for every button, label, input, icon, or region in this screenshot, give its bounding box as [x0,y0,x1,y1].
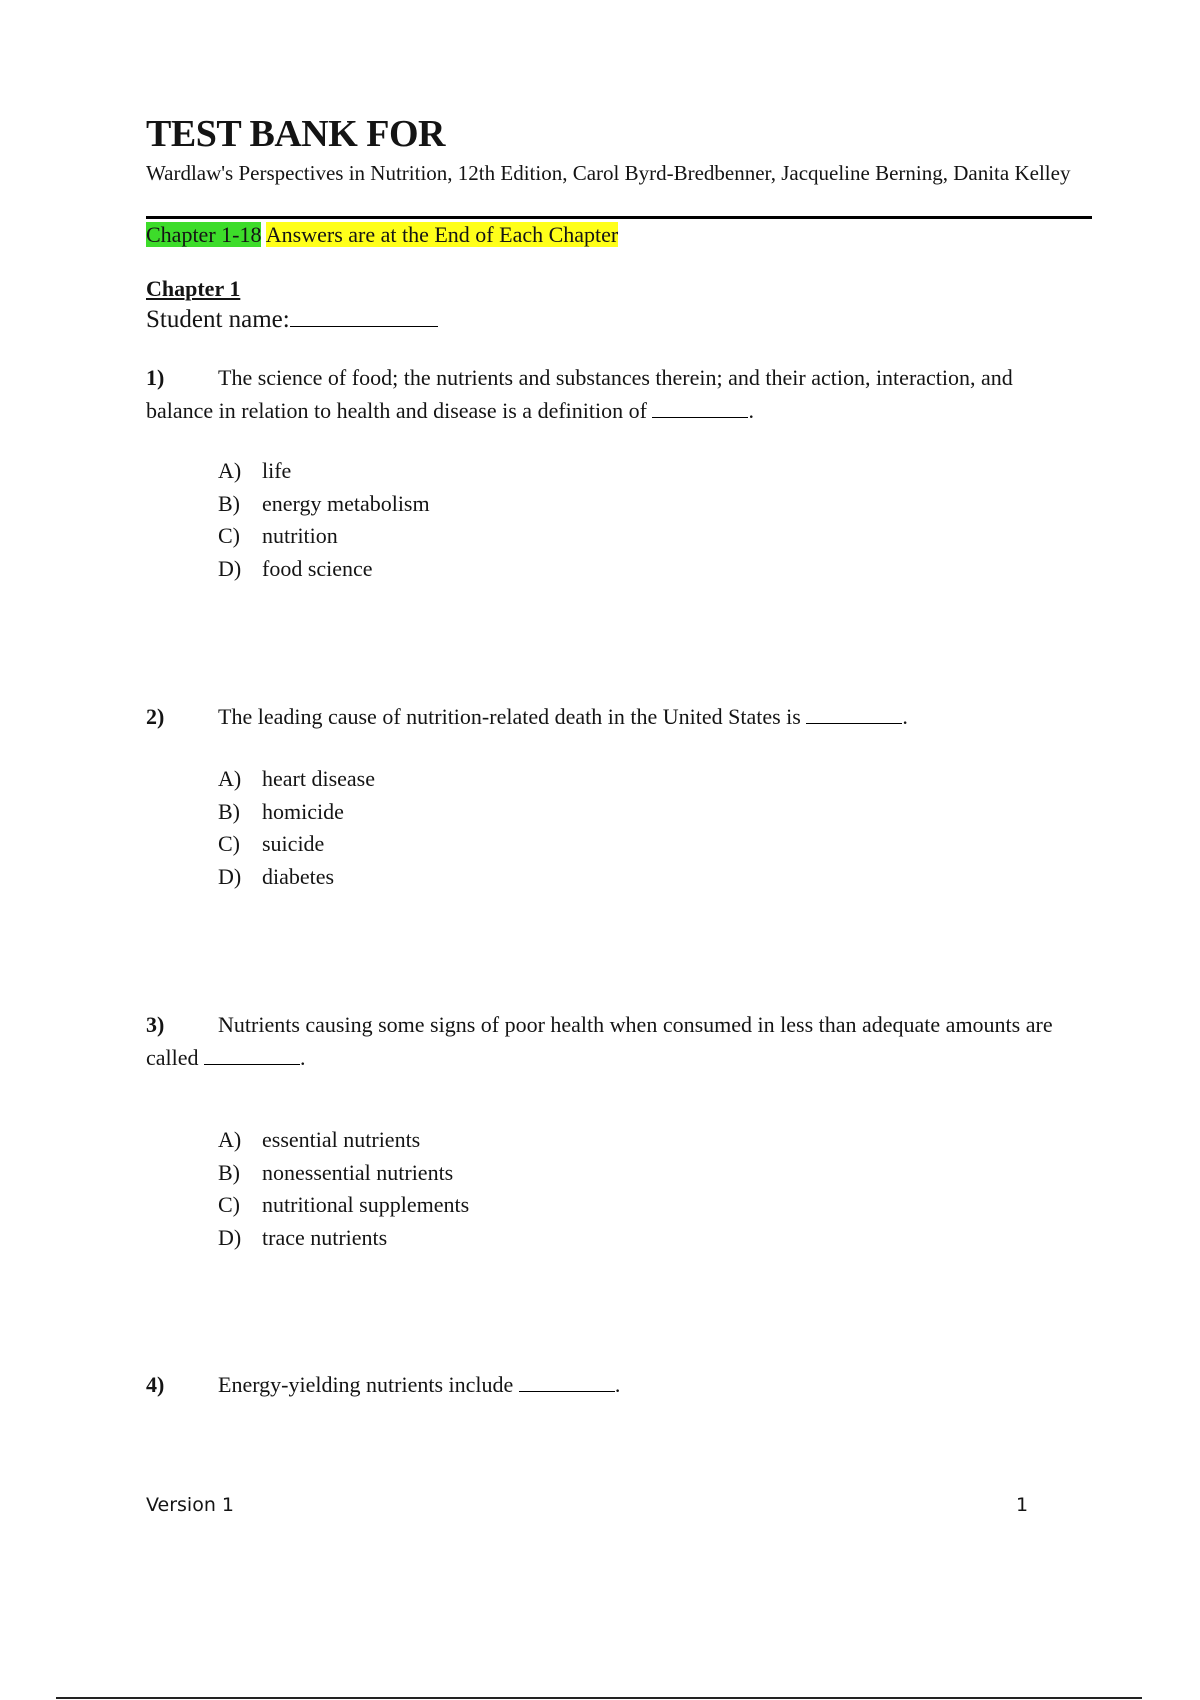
option-letter: C) [218,831,240,856]
option-text: trace nutrients [262,1224,388,1250]
option [218,796,375,829]
option [218,861,375,894]
footer-version: Version 1 [146,1494,234,1516]
question-3 [146,1008,1066,1074]
student-name-label: Student name: [146,306,290,333]
header-divider [146,216,1092,219]
question-number: 2) [146,704,165,729]
option-text: essential nutrients [262,1127,421,1152]
question-text-end: . [902,704,908,729]
answer-blank [519,1373,615,1392]
answer-blank [806,705,902,724]
page-bottom-divider [56,1697,1142,1699]
answers-note-highlight: Answers are at the End of Each Chapter [265,222,619,247]
question-1-options [218,455,430,585]
question-text: The leading cause of nutrition-related death in the United States is [218,704,807,729]
question-text-end: . [614,1372,621,1397]
option-text: nutrition [262,523,338,548]
option-letter: B) [218,798,240,824]
option [218,828,375,861]
question-text: The science of food; the nutrients and substances therein; and their action, interaction, and balance in relation to health and disease is a definition of [146,365,1013,423]
option [218,1189,469,1222]
option [218,488,430,521]
option-text: nutritional supplements [262,1192,470,1217]
option [218,520,430,553]
option-letter: C) [218,1192,240,1217]
option [218,1222,469,1255]
question-number: 1) [146,365,165,390]
question-3-options [218,1124,469,1254]
option-letter: A) [218,458,242,483]
option-letter: D) [218,555,242,581]
chapter-range-highlight: Chapter 1-18 [146,222,262,247]
option-letter: A) [218,1127,242,1152]
option-text: suicide [262,831,325,856]
question-1 [146,361,1066,427]
option-text: heart disease [262,766,375,791]
question-2-options [218,763,375,893]
question-text-end: . [300,1045,306,1070]
option [218,553,430,586]
option-text: nonessential nutrients [262,1159,454,1185]
question-4 [146,1368,1066,1401]
document-title: TEST BANK FOR [146,113,445,155]
option-text: energy metabolism [262,490,430,516]
option-letter: D) [218,863,242,889]
question-number: 4) [146,1372,165,1397]
answer-blank [652,399,748,418]
footer-page-number: 1 [1016,1494,1029,1516]
option-letter: B) [218,490,240,516]
option [218,455,430,488]
highlight-line [146,221,618,249]
option [218,763,375,796]
answer-blank [204,1046,300,1065]
question-text: Nutrients causing some signs of poor health when consumed in less than adequate amounts are called [146,1012,1053,1070]
option-letter: D) [218,1224,242,1250]
option-letter: B) [218,1159,240,1185]
student-name-blank [290,304,438,327]
book-subtitle: Wardlaw's Perspectives in Nutrition, 12th Edition, Carol Byrd-Bredbenner, Jacqueline Berning, Danita Kelley [146,161,1071,185]
option [218,1124,469,1157]
option-letter: A) [218,766,242,791]
option-text: food science [262,555,373,581]
question-text-end: . [748,398,754,423]
question-text: Energy-yielding nutrients include [218,1372,519,1397]
option [218,1157,469,1190]
student-name-line [146,304,438,334]
option-text: homicide [262,798,344,824]
chapter-heading: Chapter 1 [146,276,241,301]
question-number: 3) [146,1012,165,1037]
option-text: diabetes [262,863,335,889]
option-text: life [262,458,292,483]
option-letter: C) [218,523,240,548]
question-2 [146,700,1066,733]
